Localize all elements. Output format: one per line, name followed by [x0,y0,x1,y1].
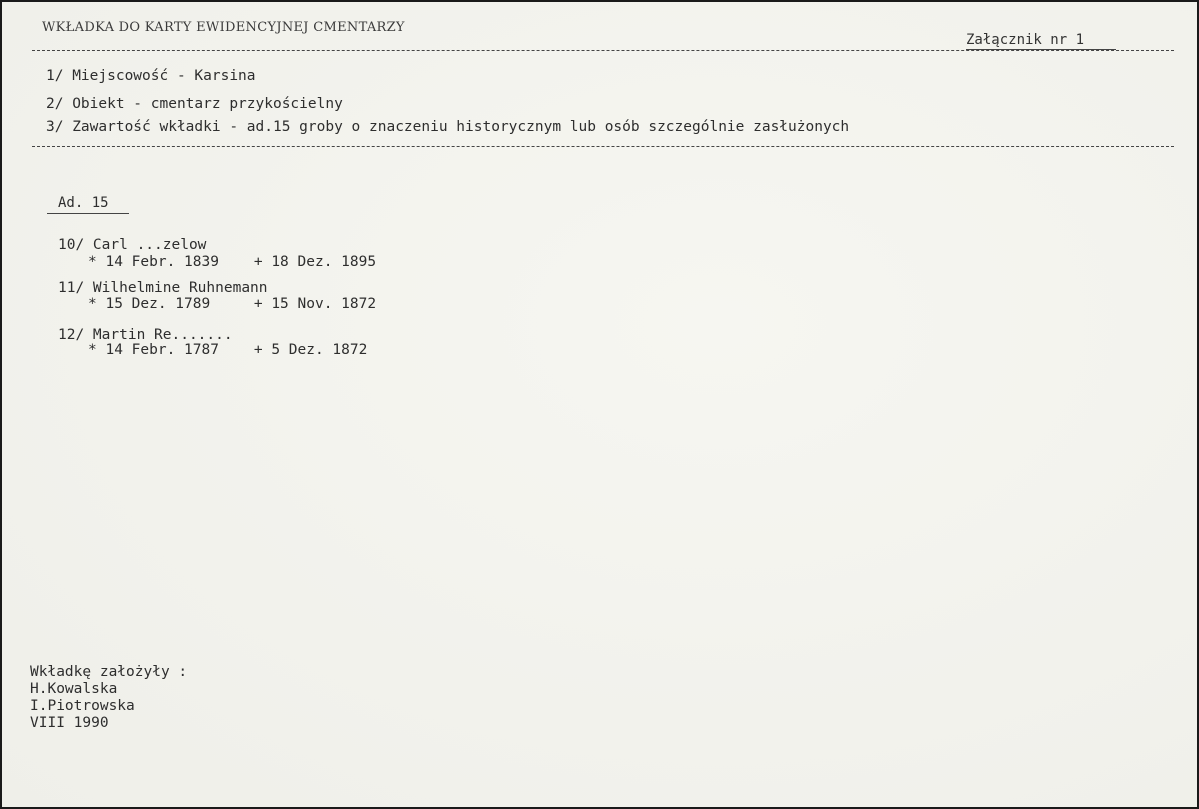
grave-entry-dates: * 14 Febr. 1787 + 5 Dez. 1872 [88,342,368,358]
top-dashed-divider [32,50,1174,51]
grave-entry-name: 10/ Carl ...zelow [58,237,207,253]
footer-author-1: H.Kowalska [30,681,118,697]
field-contents: 3/ Zawartość wkładki - ad.15 groby o znaczeniu historycznym lub osób szczególnie zasłużonych [46,119,850,135]
grave-entry-dates: * 15 Dez. 1789 + 15 Nov. 1872 [88,296,377,312]
footer-created-by-label: Wkładkę założyły : [30,664,188,680]
footer-date: VIII 1990 [30,715,109,731]
section-heading-underline [47,213,129,214]
footer-author-2: I.Piotrowska [30,698,135,714]
field-object: 2/ Obiekt - cmentarz przykościelny [46,96,343,112]
annex-number: Załącznik nr 1 [966,32,1085,48]
field-locality: 1/ Miejscowość - Karsina [46,68,256,84]
grave-entry-name: 12/ Martin Re....... [58,327,233,343]
document-title: WKŁADKA DO KARTY EWIDENCYJNEJ CMENTARZY [42,20,405,35]
middle-dashed-divider [32,146,1174,147]
grave-entry-name: 11/ Wilhelmine Ruhnemann [58,280,268,296]
grave-entry-dates: * 14 Febr. 1839 + 18 Dez. 1895 [88,254,377,270]
cemetery-record-insert-card [2,2,1197,807]
section-heading: Ad. 15 [58,195,109,211]
